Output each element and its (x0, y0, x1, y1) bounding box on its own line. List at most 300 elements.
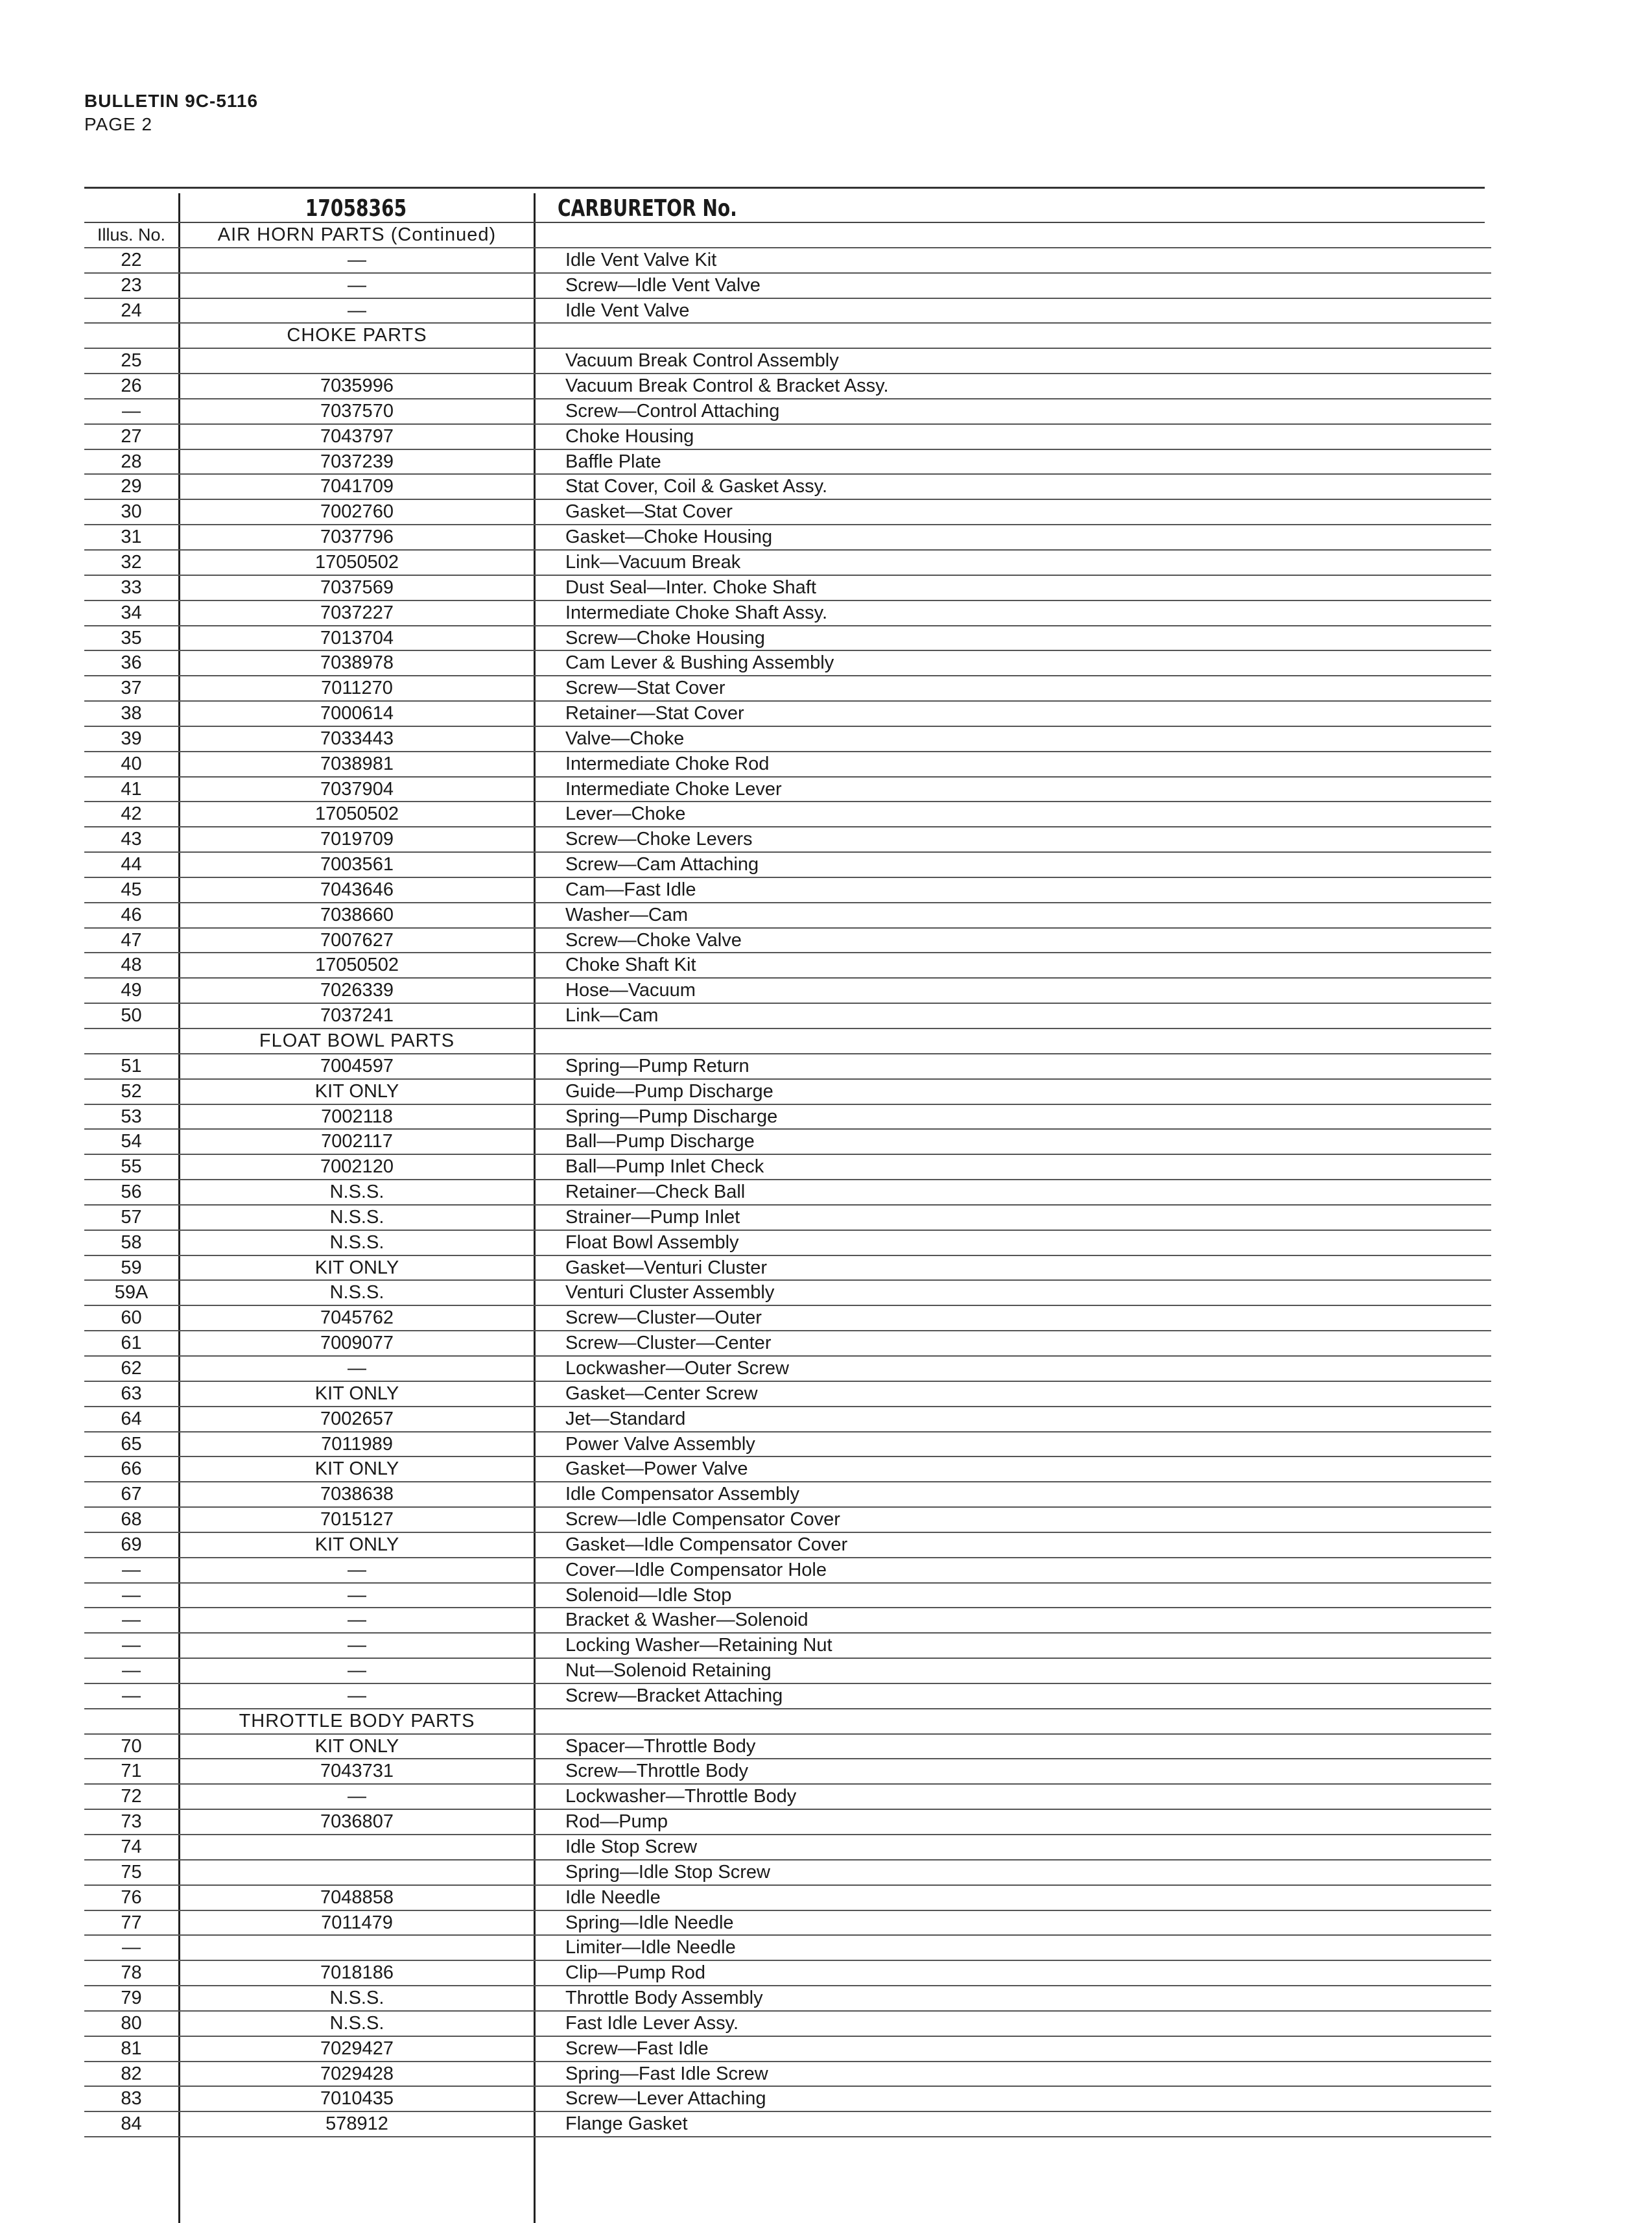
illus-number: 68 (121, 1509, 142, 1530)
part-description: Intermediate Choke Shaft Assy. (565, 602, 828, 623)
illus-number: 41 (121, 778, 142, 800)
part-description: Idle Vent Valve Kit (565, 249, 717, 270)
table-row (84, 551, 1491, 576)
part-number: 7015127 (320, 1509, 394, 1530)
table-row (84, 1306, 1491, 1331)
part-description: Screw—Choke Housing (565, 627, 765, 648)
table-row (84, 374, 1491, 399)
table-row (84, 1231, 1491, 1256)
part-number: 7011989 (321, 1433, 393, 1455)
part-number: 7009077 (320, 1333, 394, 1354)
table-row (84, 1634, 1491, 1659)
part-description: Float Bowl Assembly (565, 1231, 739, 1253)
table-row (84, 1331, 1491, 1357)
table-row (84, 1004, 1491, 1029)
part-number: 7002120 (320, 1156, 394, 1178)
part-description: Cam—Fast Idle (565, 879, 696, 900)
table-row (84, 425, 1491, 450)
table-row (84, 903, 1491, 929)
table-row (84, 2037, 1491, 2062)
illus-no-header: Illus. No. (97, 225, 166, 244)
illus-number: 71 (121, 1761, 142, 1782)
section-title: CHOKE PARTS (287, 325, 427, 346)
table-row (84, 778, 1491, 803)
table-row (84, 802, 1491, 827)
part-description: Rod—Pump (565, 1811, 668, 1833)
table-row (84, 1936, 1491, 1961)
part-number: 17050502 (314, 803, 399, 825)
part-description: Vacuum Break Control & Bracket Assy. (565, 375, 889, 397)
part-description: Throttle Body Assembly (565, 1988, 763, 2009)
table-row (84, 1785, 1491, 1810)
part-number: 7038638 (320, 1484, 394, 1505)
part-number: KIT ONLY (314, 1257, 399, 1278)
part-number: 7029427 (320, 2038, 394, 2059)
part-description: Gasket—Idle Compensator Cover (565, 1534, 848, 1555)
part-description: Gasket—Choke Housing (565, 527, 773, 548)
part-number: — (348, 249, 366, 270)
illus-number: 75 (121, 1861, 142, 1883)
part-number: 7038978 (320, 652, 394, 674)
part-number: 7011479 (321, 1912, 393, 1933)
part-number: 7000614 (320, 703, 394, 724)
part-description: Screw—Throttle Body (565, 1761, 749, 1782)
table-row (84, 953, 1491, 979)
table-row (84, 752, 1491, 778)
part-description: Spring—Pump Discharge (565, 1106, 778, 1127)
part-number: 7013704 (320, 627, 394, 648)
illus-number: 69 (121, 1534, 142, 1555)
illus-number: 56 (121, 1182, 142, 1203)
part-number: 7004597 (320, 1055, 394, 1076)
table-row (84, 1482, 1491, 1508)
table-body (84, 223, 1491, 2137)
part-number: — (348, 1584, 366, 1606)
illus-number: 59A (114, 1282, 148, 1303)
table-row (84, 1457, 1491, 1482)
illus-number: 36 (121, 652, 142, 674)
illus-number: 35 (121, 627, 142, 648)
carburetor-label: CARBURETOR No. (558, 195, 737, 222)
section-row (84, 324, 1491, 349)
part-description: Screw—Choke Levers (565, 829, 753, 850)
illus-number: — (122, 1584, 141, 1606)
part-description: Washer—Cam (565, 904, 689, 925)
illus-number: 65 (121, 1433, 142, 1455)
part-description: Screw—Choke Valve (565, 929, 742, 951)
table-row (84, 702, 1491, 727)
part-number: — (348, 1786, 366, 1807)
table-row (84, 1986, 1491, 2012)
illus-number: 73 (121, 1811, 142, 1833)
illus-number: 46 (121, 904, 142, 925)
part-description: Gasket—Center Screw (565, 1383, 758, 1404)
illus-number: 80 (121, 2012, 142, 2034)
part-description: Gasket—Power Valve (565, 1458, 748, 1480)
part-number: — (348, 1685, 366, 1706)
illus-number: 58 (121, 1231, 142, 1253)
illus-number: 51 (121, 1055, 142, 1076)
part-description: Link—Cam (565, 1005, 659, 1027)
part-description: Lever—Choke (565, 803, 686, 825)
table-row (84, 1054, 1491, 1080)
part-description: Jet—Standard (565, 1408, 686, 1429)
part-number: N.S.S. (329, 1206, 384, 1228)
part-number: 7037239 (320, 451, 394, 472)
part-description: Spring—Idle Needle (565, 1912, 734, 1933)
table-row (84, 2012, 1491, 2037)
part-description: Spring—Idle Stop Screw (565, 1861, 770, 1883)
part-description: Screw—Cam Attaching (565, 854, 759, 875)
illus-number: 49 (121, 980, 142, 1001)
table-row (84, 929, 1491, 954)
table-row (84, 525, 1491, 551)
part-description: Vacuum Break Control Assembly (565, 350, 839, 372)
table-row (84, 1584, 1491, 1609)
table-row (84, 1961, 1491, 1986)
illus-number: 50 (121, 1005, 142, 1027)
bulletin-number: BULLETIN 9C-5116 (84, 91, 259, 111)
illus-number: 28 (121, 451, 142, 472)
part-description: Spring—Fast Idle Screw (565, 2063, 768, 2084)
column-header-row (84, 223, 1491, 248)
part-description: Screw—Bracket Attaching (565, 1685, 783, 1706)
illus-number: — (122, 1559, 141, 1580)
part-number: 7037569 (320, 577, 394, 598)
illus-number: 39 (121, 728, 142, 749)
illus-number: 47 (121, 929, 142, 951)
part-description: Screw—Control Attaching (565, 400, 780, 422)
table-row (84, 1382, 1491, 1407)
table-row (84, 676, 1491, 702)
part-number: N.S.S. (329, 1231, 384, 1253)
part-description: Clip—Pump Rod (565, 1962, 705, 1984)
part-number: N.S.S. (329, 1282, 384, 1303)
part-description: Screw—Stat Cover (565, 678, 726, 699)
part-number: 17050502 (314, 551, 399, 573)
illus-number: 52 (121, 1080, 142, 1102)
table-row (84, 1105, 1491, 1130)
illus-number: 59 (121, 1257, 142, 1278)
illus-number: 55 (121, 1156, 142, 1178)
part-number: 7003561 (320, 854, 394, 875)
section-title: FLOAT BOWL PARTS (259, 1030, 455, 1051)
illus-number: — (122, 1685, 141, 1706)
part-number: 7038981 (320, 753, 394, 774)
table-row (84, 1180, 1491, 1206)
table-row (84, 1810, 1491, 1835)
table-top-rule (84, 187, 1485, 189)
part-number: 7002657 (320, 1408, 394, 1429)
part-number: 7018186 (320, 1962, 394, 1984)
table-row (84, 500, 1491, 525)
illus-number: 83 (121, 2088, 142, 2110)
part-number: 7037241 (320, 1005, 394, 1027)
part-number: — (348, 1559, 366, 1580)
part-description: Dust Seal—Inter. Choke Shaft (565, 577, 816, 598)
part-number: N.S.S. (329, 2012, 384, 2034)
part-description: Ball—Pump Inlet Check (565, 1156, 764, 1178)
illus-number: 29 (121, 476, 142, 497)
table-heading (84, 196, 1485, 223)
illus-number: 57 (121, 1206, 142, 1228)
part-number: 7043797 (320, 425, 394, 447)
part-description: Ball—Pump Discharge (565, 1131, 755, 1152)
part-number: 7038660 (320, 904, 394, 925)
table-row (84, 450, 1491, 475)
table-row (84, 1130, 1491, 1155)
illus-number: 31 (121, 527, 142, 548)
illus-number: 67 (121, 1484, 142, 1505)
illus-number: 81 (121, 2038, 142, 2059)
section-title: THROTTLE BODY PARTS (239, 1710, 475, 1731)
illus-number: 78 (121, 1962, 142, 1984)
part-description: Lockwasher—Outer Screw (565, 1357, 789, 1379)
part-number: 7035996 (320, 375, 394, 397)
part-description: Screw—Idle Compensator Cover (565, 1509, 840, 1530)
part-number: 7002117 (321, 1131, 393, 1152)
part-description: Spacer—Throttle Body (565, 1735, 756, 1757)
illus-number: 72 (121, 1786, 142, 1807)
illus-number: 43 (121, 829, 142, 850)
illus-number: 66 (121, 1458, 142, 1480)
table-row (84, 2112, 1491, 2137)
part-number: 7043731 (320, 1761, 394, 1782)
table-row (84, 1432, 1491, 1458)
part-description: Guide—Pump Discharge (565, 1080, 773, 1102)
illus-number: 34 (121, 602, 142, 623)
bulletin-header (84, 89, 258, 136)
illus-number: 45 (121, 879, 142, 900)
table-row (84, 1281, 1491, 1306)
table-row (84, 1759, 1491, 1785)
part-description: Retainer—Stat Cover (565, 703, 744, 724)
illus-number: 62 (121, 1357, 142, 1379)
illus-number: 33 (121, 577, 142, 598)
illus-number: 61 (121, 1333, 142, 1354)
illus-number: 77 (121, 1912, 142, 1933)
part-description: Intermediate Choke Lever (565, 778, 782, 800)
illus-number: — (122, 400, 141, 422)
table-row (84, 1508, 1491, 1533)
part-description: Cam Lever & Bushing Assembly (565, 652, 834, 674)
part-description: Idle Vent Valve (565, 300, 690, 321)
table-row (84, 1608, 1491, 1634)
part-number: 7007627 (320, 929, 394, 951)
table-row (84, 2062, 1491, 2087)
illus-number: 60 (121, 1307, 142, 1329)
part-number: N.S.S. (329, 1182, 384, 1203)
table-row (84, 626, 1491, 652)
part-description: Screw—Idle Vent Valve (565, 274, 761, 296)
illus-number: 32 (121, 551, 142, 573)
table-row (84, 1886, 1491, 1911)
part-number: 7010435 (320, 2088, 394, 2110)
table-row (84, 1860, 1491, 1886)
part-number: 7041709 (320, 476, 394, 497)
part-description: Cover—Idle Compensator Hole (565, 1559, 827, 1580)
part-description: Stat Cover, Coil & Gasket Assy. (565, 476, 828, 497)
illus-number: — (122, 1610, 141, 1631)
part-description: Lockwasher—Throttle Body (565, 1786, 797, 1807)
table-row (84, 1558, 1491, 1584)
table-row (84, 853, 1491, 878)
table-row (84, 1357, 1491, 1382)
illus-number: 40 (121, 753, 142, 774)
part-number: 7037570 (320, 400, 394, 422)
part-number: 7048858 (320, 1886, 394, 1908)
part-description: Nut—Solenoid Retaining (565, 1660, 772, 1682)
illus-number: 26 (121, 375, 142, 397)
illus-number: 30 (121, 501, 142, 523)
table-row (84, 1206, 1491, 1231)
section-row (84, 1709, 1491, 1735)
part-number: — (348, 1635, 366, 1656)
section-row (84, 1029, 1491, 1054)
table-row (84, 1080, 1491, 1105)
table-row (84, 827, 1491, 853)
page-number: PAGE 2 (84, 114, 153, 134)
part-number: — (348, 300, 366, 321)
part-description: Screw—Lever Attaching (565, 2088, 766, 2110)
part-description: Spring—Pump Return (565, 1055, 749, 1076)
table-row (84, 1684, 1491, 1709)
part-number: — (348, 1660, 366, 1682)
illus-number: 54 (121, 1131, 142, 1152)
part-description: Valve—Choke (565, 728, 685, 749)
table-row (84, 878, 1491, 903)
part-number: 7002760 (320, 501, 394, 523)
part-description: Idle Compensator Assembly (565, 1484, 800, 1505)
part-description: Power Valve Assembly (565, 1433, 755, 1455)
part-number: 7043646 (320, 879, 394, 900)
illus-number: 38 (121, 703, 142, 724)
part-number: 7026339 (320, 980, 394, 1001)
part-number: 578912 (325, 2113, 388, 2135)
part-number: KIT ONLY (314, 1735, 399, 1757)
table-row (84, 1659, 1491, 1684)
part-number: 7029428 (320, 2063, 394, 2084)
table-row (84, 727, 1491, 752)
part-number: KIT ONLY (314, 1534, 399, 1555)
table-row (84, 651, 1491, 676)
illus-number: 24 (121, 300, 142, 321)
part-description: Bracket & Washer—Solenoid (565, 1610, 808, 1631)
part-number: — (348, 1610, 366, 1631)
part-description: Idle Needle (565, 1886, 661, 1908)
part-description: Intermediate Choke Rod (565, 753, 770, 774)
part-description: Hose—Vacuum (565, 980, 696, 1001)
part-number: 7019709 (320, 829, 394, 850)
illus-number: 70 (121, 1735, 142, 1757)
table-row (84, 1256, 1491, 1281)
part-description: Fast Idle Lever Assy. (565, 2012, 739, 2034)
illus-number: 79 (121, 1988, 142, 2009)
table-row (84, 601, 1491, 626)
table-row (84, 1835, 1491, 1860)
illus-number: 27 (121, 425, 142, 447)
illus-number: 84 (121, 2113, 142, 2135)
illus-number: 64 (121, 1408, 142, 1429)
part-description: Retainer—Check Ball (565, 1182, 746, 1203)
illus-number: — (122, 1660, 141, 1682)
illus-number: 76 (121, 1886, 142, 1908)
illus-number: 22 (121, 249, 142, 270)
part-number: 7002118 (321, 1106, 393, 1127)
part-description: Idle Stop Screw (565, 1837, 698, 1857)
illus-number: 63 (121, 1383, 142, 1404)
part-number: KIT ONLY (314, 1458, 399, 1480)
part-description: Solenoid—Idle Stop (565, 1584, 732, 1606)
table-row (84, 1533, 1491, 1558)
part-number: — (348, 274, 366, 296)
table-row (84, 299, 1491, 324)
illus-number: 74 (121, 1837, 142, 1857)
part-number: 7011270 (321, 678, 393, 699)
table-row (84, 399, 1491, 425)
table-row (84, 274, 1491, 299)
part-number: 7036807 (320, 1811, 394, 1833)
part-description: Baffle Plate (565, 451, 661, 472)
section-title: AIR HORN PARTS (Continued) (217, 224, 497, 245)
table-row (84, 248, 1491, 274)
part-description: Screw—Fast Idle (565, 2038, 709, 2059)
part-description: Screw—Cluster—Center (565, 1333, 772, 1354)
illus-number: 23 (121, 274, 142, 296)
carburetor-number: 17058365 (305, 195, 407, 222)
part-description: Flange Gasket (565, 2113, 688, 2135)
part-number: N.S.S. (329, 1988, 384, 2009)
part-description: Choke Housing (565, 425, 694, 447)
part-description: Locking Washer—Retaining Nut (565, 1635, 832, 1656)
table-row (84, 349, 1491, 374)
part-description: Screw—Cluster—Outer (565, 1307, 762, 1329)
part-description: Limiter—Idle Needle (565, 1937, 736, 1958)
part-number: 7037904 (320, 778, 394, 800)
illus-number: 25 (121, 350, 142, 372)
part-number: 7033443 (320, 728, 394, 749)
part-description: Venturi Cluster Assembly (565, 1282, 775, 1303)
illus-number: 53 (121, 1106, 142, 1127)
part-description: Gasket—Stat Cover (565, 501, 733, 523)
part-description: Link—Vacuum Break (565, 551, 741, 573)
part-description: Choke Shaft Kit (565, 955, 696, 976)
table-row (84, 475, 1491, 500)
illus-number: 48 (121, 955, 142, 976)
illus-number: 42 (121, 803, 142, 825)
part-number: KIT ONLY (314, 1383, 399, 1404)
table-row (84, 1407, 1491, 1432)
table-row (84, 2087, 1491, 2112)
part-description: Gasket—Venturi Cluster (565, 1257, 768, 1278)
table-row (84, 979, 1491, 1004)
illus-number: 44 (121, 854, 142, 875)
table-row (84, 576, 1491, 601)
part-number: 17050502 (314, 955, 399, 976)
table-row (84, 1735, 1491, 1760)
illus-number: 82 (121, 2063, 142, 2084)
illus-number: 37 (121, 678, 142, 699)
part-number: KIT ONLY (314, 1080, 399, 1102)
part-number: 7037227 (320, 602, 394, 623)
part-description: Strainer—Pump Inlet (565, 1206, 740, 1228)
table-row (84, 1911, 1491, 1936)
illus-number: — (122, 1937, 141, 1958)
table-row (84, 1155, 1491, 1180)
part-number: — (348, 1357, 366, 1379)
part-number: 7045762 (320, 1307, 394, 1329)
illus-number: — (122, 1635, 141, 1656)
